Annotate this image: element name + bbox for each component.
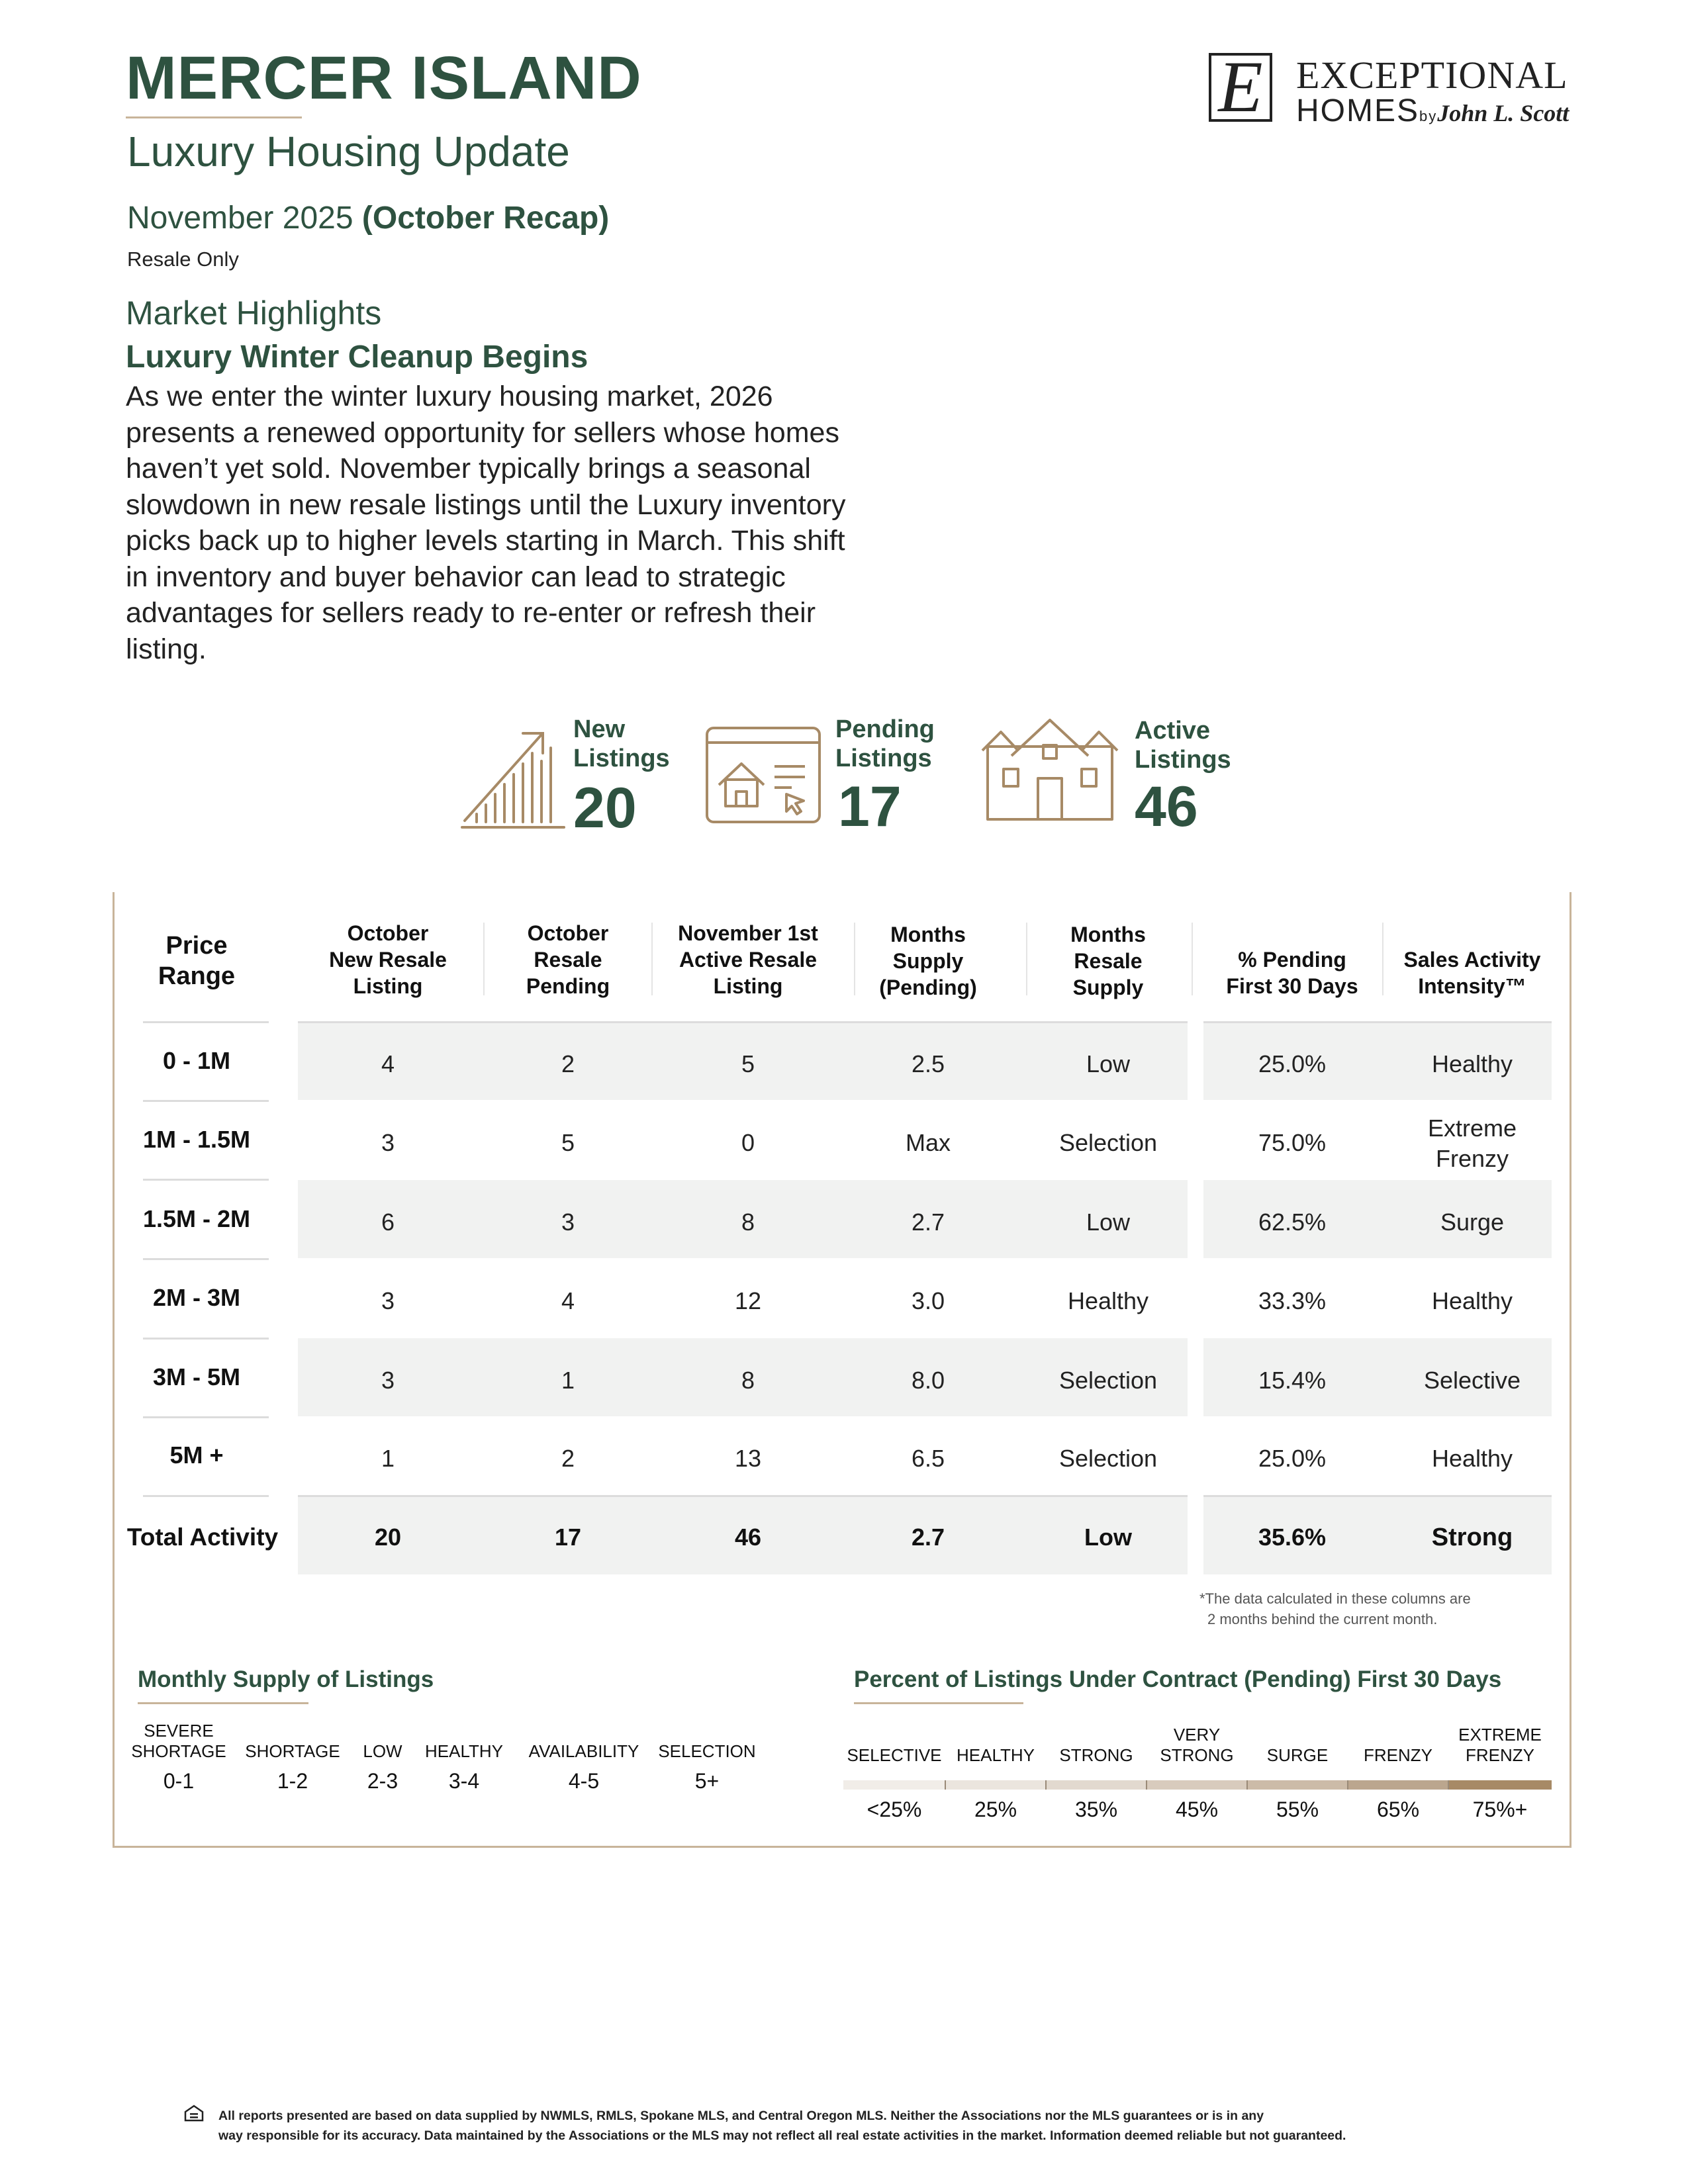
cell-supply: Max bbox=[905, 1129, 951, 1156]
cell-resale-supply: Low bbox=[1086, 1050, 1131, 1077]
pending-legend-label: SURGE bbox=[1266, 1745, 1329, 1765]
disclaimer-line-1: All reports presented are based on data supplied by NWMLS, RMLS, Spokane MLS, and Central Oregon MLS. Neither the Associations nor the MLS guarantees or is in any bbox=[218, 2109, 1264, 2123]
header-active-line-2: Active Resale bbox=[679, 948, 818, 972]
cell-intensity-line-2: Frenzy bbox=[1435, 1145, 1509, 1172]
disclaimer-line-2: way responsible for its accuracy. Data maintained by the Associations or the MLS may not reflect all real estate activities in the market. Information deemed reliable but not guaranteed. bbox=[218, 2128, 1346, 2143]
cell-supply: 3.0 bbox=[911, 1287, 945, 1314]
stat-new-value: 20 bbox=[573, 776, 637, 840]
header-active-listing bbox=[658, 920, 838, 999]
row-divider bbox=[143, 1258, 269, 1260]
cell-active: 8 bbox=[741, 1367, 755, 1394]
resale-note: Resale Only bbox=[127, 248, 239, 271]
cell-new: 3 bbox=[381, 1129, 395, 1156]
header-divider bbox=[1382, 923, 1383, 995]
pending-scale-tick bbox=[1146, 1780, 1147, 1790]
cell-pct: 62.5% bbox=[1258, 1208, 1327, 1236]
supply-legend-range: 5+ bbox=[694, 1769, 720, 1793]
stat-pending-label-1: Pending bbox=[835, 715, 935, 743]
header-divider bbox=[483, 923, 485, 995]
row-divider bbox=[143, 1179, 269, 1181]
header-pending-line-3: Pending bbox=[526, 974, 610, 998]
row-price-range: 1M - 1.5M bbox=[142, 1126, 251, 1153]
header-months-supply-pending bbox=[838, 921, 1018, 1001]
cell-new: 3 bbox=[381, 1287, 395, 1314]
cell-new: 4 bbox=[381, 1050, 395, 1077]
report-recap: (October Recap) bbox=[361, 201, 610, 236]
page-subtitle: Luxury Housing Update bbox=[127, 128, 570, 175]
supply-legend-range: 0-1 bbox=[163, 1769, 195, 1793]
pending-legend-pct: 35% bbox=[1074, 1797, 1118, 1821]
header-new-line-1: October bbox=[347, 921, 429, 945]
logo-line-2 bbox=[1296, 93, 1569, 129]
cell-intensity: Healthy bbox=[1431, 1445, 1513, 1472]
report-date bbox=[127, 200, 609, 236]
header-pending-line-2: Resale bbox=[534, 948, 602, 972]
cell-pct: 15.4% bbox=[1258, 1367, 1327, 1394]
header-supply-line-2: Supply bbox=[892, 949, 964, 973]
header-intensity-line-1: Sales Activity bbox=[1403, 948, 1541, 972]
total-active: 46 bbox=[734, 1524, 762, 1551]
cell-resale-supply: Selection bbox=[1058, 1367, 1158, 1394]
row-divider bbox=[143, 1100, 269, 1102]
header-divider bbox=[1192, 923, 1193, 995]
cell-active: 13 bbox=[734, 1445, 762, 1472]
row-price-range: 0 - 1M bbox=[162, 1047, 231, 1074]
pending-label-line-2: STRONG bbox=[1160, 1745, 1234, 1765]
cell-pending: 4 bbox=[561, 1287, 575, 1314]
cell-pending: 2 bbox=[561, 1050, 575, 1077]
supply-label-line-2: SHORTAGE bbox=[131, 1741, 226, 1761]
pending-legend-pct: 75%+ bbox=[1472, 1797, 1528, 1821]
pending-legend-label: STRONG bbox=[1059, 1745, 1133, 1765]
header-pct-line-2: First 30 Days bbox=[1226, 974, 1358, 998]
cell-resale-supply: Low bbox=[1086, 1208, 1131, 1236]
logo-monogram: E bbox=[1218, 46, 1263, 127]
row-divider bbox=[298, 1021, 1188, 1023]
pending-scale-tick bbox=[1448, 1780, 1449, 1790]
stat-active-value: 46 bbox=[1135, 775, 1198, 839]
stat-new-label-2: Listings bbox=[573, 745, 670, 772]
row-divider bbox=[143, 1021, 269, 1023]
cell-pending: 1 bbox=[561, 1367, 575, 1394]
exceptional-homes-logo bbox=[1209, 46, 1579, 132]
houses-icon bbox=[978, 716, 1121, 822]
footnote-line-2: 2 months behind the current month. bbox=[1207, 1611, 1438, 1627]
pending-legend-label: FRENZY bbox=[1364, 1745, 1432, 1765]
highlights-label: Market Highlights bbox=[126, 295, 382, 332]
total-label: Total Activity bbox=[126, 1524, 279, 1551]
cell-resale-supply: Selection bbox=[1058, 1445, 1158, 1472]
supply-legend-range: 3-4 bbox=[448, 1769, 480, 1793]
pending-scale-segment bbox=[1348, 1780, 1448, 1790]
cell-active: 12 bbox=[734, 1287, 762, 1314]
pending-legend-label bbox=[1147, 1725, 1247, 1766]
data-footnote bbox=[1199, 1588, 1471, 1629]
stat-pending-label-2: Listings bbox=[835, 745, 932, 772]
cell-active: 0 bbox=[741, 1129, 755, 1156]
header-active-line-1: November 1st bbox=[678, 921, 818, 945]
supply-legend-rule bbox=[138, 1702, 308, 1704]
pending-scale-segment bbox=[945, 1780, 1046, 1790]
header-pending-line-1: October bbox=[527, 921, 609, 945]
cell-intensity bbox=[1381, 1113, 1564, 1174]
header-resale-pending bbox=[478, 920, 658, 999]
cell-intensity: Healthy bbox=[1431, 1287, 1513, 1314]
supply-legend-label: AVAILABILITY bbox=[528, 1741, 639, 1761]
cell-pending: 5 bbox=[561, 1129, 575, 1156]
cell-supply: 8.0 bbox=[911, 1367, 945, 1394]
cell-supply: 2.7 bbox=[911, 1208, 945, 1236]
header-pct-line-1: % Pending bbox=[1238, 948, 1346, 972]
header-resale-line-3: Supply bbox=[1072, 976, 1144, 999]
stat-active-label-1: Active bbox=[1135, 717, 1211, 745]
stat-active-label-2: Listings bbox=[1135, 746, 1231, 774]
cell-supply: 2.5 bbox=[911, 1050, 945, 1077]
row-divider bbox=[1203, 1021, 1552, 1023]
pending-scale-segment bbox=[1448, 1780, 1552, 1790]
row-price-range: 2M - 3M bbox=[152, 1284, 240, 1311]
row-price-range: 3M - 5M bbox=[152, 1363, 240, 1390]
row-divider bbox=[143, 1416, 269, 1418]
pending-legend-rule bbox=[854, 1702, 1023, 1704]
pending-legend-pct: 45% bbox=[1175, 1797, 1219, 1821]
pending-scale-tick bbox=[1347, 1780, 1348, 1790]
pending-scale-segment bbox=[1147, 1780, 1247, 1790]
equal-housing-icon bbox=[184, 2105, 204, 2122]
header-sales-intensity bbox=[1381, 946, 1564, 999]
pending-legend-pct: 25% bbox=[974, 1797, 1017, 1821]
row-divider bbox=[1203, 1495, 1552, 1497]
house-listing-icon bbox=[704, 725, 822, 825]
pending-legend-title: Percent of Listings Under Contract (Pending) First 30 Days bbox=[854, 1666, 1502, 1692]
cell-pct: 25.0% bbox=[1258, 1445, 1327, 1472]
stat-new-label-1: New bbox=[573, 715, 626, 743]
header-price-line-1: Price bbox=[165, 932, 228, 960]
supply-legend-label: SELECTION bbox=[658, 1741, 756, 1761]
cell-intensity: Surge bbox=[1440, 1208, 1505, 1236]
stat-active-label bbox=[1135, 716, 1231, 774]
pending-label-line-1: VERY bbox=[1173, 1725, 1221, 1745]
header-new-line-2: New Resale bbox=[329, 948, 447, 972]
cell-active: 5 bbox=[741, 1050, 755, 1077]
cell-supply: 6.5 bbox=[911, 1445, 945, 1472]
highlights-title: Luxury Winter Cleanup Begins bbox=[126, 340, 588, 375]
header-supply-line-1: Months bbox=[890, 923, 966, 946]
row-divider bbox=[143, 1338, 269, 1340]
cell-new: 1 bbox=[381, 1445, 395, 1472]
header-divider bbox=[1026, 923, 1027, 995]
supply-legend-label: HEALTHY bbox=[425, 1741, 503, 1761]
pending-scale-tick bbox=[945, 1780, 946, 1790]
header-active-line-3: Listing bbox=[713, 974, 783, 998]
cell-intensity: Healthy bbox=[1431, 1050, 1513, 1077]
total-intensity: Strong bbox=[1431, 1524, 1513, 1551]
supply-legend-range: 4-5 bbox=[568, 1769, 600, 1793]
pending-legend-pct: 65% bbox=[1376, 1797, 1420, 1821]
pending-scale-segment bbox=[843, 1780, 945, 1790]
pending-scale-tick bbox=[1045, 1780, 1047, 1790]
supply-legend-label: SHORTAGE bbox=[245, 1741, 340, 1761]
header-pct-pending bbox=[1203, 946, 1381, 999]
header-months-resale-supply bbox=[1018, 921, 1198, 1001]
highlights-body: As we enter the winter luxury housing market, 2026 presents a renewed opportunity for sellers whose homes haven’t yet sold. November typically brings a seasonal slowdown in new resale listings until the Luxury inventory picks back up to higher levels starting in March. This shift in inventory and buyer behavior can lead to strategic advantages for sellers ready to re-enter or refresh their listing. bbox=[126, 381, 846, 665]
cell-resale-supply: Selection bbox=[1058, 1129, 1158, 1156]
row-divider bbox=[298, 1495, 1188, 1497]
total-pct: 35.6% bbox=[1258, 1524, 1327, 1551]
header-price-line-2: Range bbox=[158, 962, 236, 990]
cell-pending: 3 bbox=[561, 1208, 575, 1236]
cell-new: 3 bbox=[381, 1367, 395, 1394]
supply-legend-label: LOW bbox=[363, 1741, 402, 1761]
cell-intensity: Selective bbox=[1423, 1367, 1521, 1394]
stat-pending-label bbox=[835, 715, 935, 773]
cell-pct: 33.3% bbox=[1258, 1287, 1327, 1314]
logo-homes: HOMES bbox=[1296, 93, 1420, 128]
growth-chart-icon bbox=[457, 721, 569, 834]
header-new-listing bbox=[298, 920, 478, 999]
header-new-line-3: Listing bbox=[353, 974, 423, 998]
pending-label-line-1: EXTREME bbox=[1458, 1725, 1542, 1745]
title-underline bbox=[126, 116, 302, 118]
cell-active: 8 bbox=[741, 1208, 755, 1236]
supply-legend-title: Monthly Supply of Listings bbox=[138, 1666, 434, 1692]
row-price-range: 5M + bbox=[169, 1441, 224, 1469]
header-supply-line-3: (Pending) bbox=[879, 976, 977, 999]
total-resale-supply: Low bbox=[1084, 1524, 1132, 1551]
pending-scale-segment bbox=[1247, 1780, 1348, 1790]
row-divider bbox=[143, 1495, 269, 1497]
supply-legend-range: 1-2 bbox=[277, 1769, 308, 1793]
logo-line-1: EXCEPTIONAL bbox=[1296, 54, 1568, 97]
pending-legend-pct: 55% bbox=[1276, 1797, 1319, 1821]
page-title: MERCER ISLAND bbox=[126, 44, 642, 112]
total-supply: 2.7 bbox=[911, 1524, 945, 1551]
cell-intensity-line-1: Extreme bbox=[1427, 1115, 1517, 1142]
pending-scale-segment bbox=[1046, 1780, 1147, 1790]
header-resale-line-1: Months bbox=[1070, 923, 1146, 946]
legal-disclaimer bbox=[218, 2106, 1542, 2146]
row-price-range: 1.5M - 2M bbox=[142, 1205, 251, 1232]
logo-brand: John L. Scott bbox=[1437, 100, 1570, 126]
pending-legend-label: HEALTHY bbox=[957, 1745, 1035, 1765]
header-price-range bbox=[123, 931, 270, 991]
cell-pct: 75.0% bbox=[1258, 1129, 1327, 1156]
cell-resale-supply: Healthy bbox=[1067, 1287, 1149, 1314]
stat-pending-value: 17 bbox=[838, 775, 902, 839]
supply-legend-label bbox=[126, 1721, 232, 1762]
pending-legend-label: SELECTIVE bbox=[847, 1745, 942, 1765]
pending-scale-tick bbox=[1246, 1780, 1248, 1790]
cell-pending: 2 bbox=[561, 1445, 575, 1472]
supply-legend-range: 2-3 bbox=[367, 1769, 399, 1793]
stat-new-label bbox=[573, 715, 670, 773]
header-resale-line-2: Resale bbox=[1074, 949, 1143, 973]
header-divider bbox=[651, 923, 653, 995]
cell-new: 6 bbox=[381, 1208, 395, 1236]
total-new: 20 bbox=[374, 1524, 402, 1551]
report-month: November 2025 bbox=[127, 201, 362, 236]
pending-label-line-2: FRENZY bbox=[1466, 1745, 1534, 1765]
pending-legend-label bbox=[1448, 1725, 1552, 1766]
pending-legend-pct: <25% bbox=[867, 1797, 922, 1821]
footnote-line-1: *The data calculated in these columns are bbox=[1199, 1590, 1471, 1607]
header-divider bbox=[854, 923, 855, 995]
total-pending: 17 bbox=[554, 1524, 582, 1551]
logo-by: by bbox=[1419, 108, 1438, 124]
cell-pct: 25.0% bbox=[1258, 1050, 1327, 1077]
supply-label-line-1: SEVERE bbox=[144, 1721, 214, 1741]
header-intensity-line-2: Intensity™ bbox=[1418, 974, 1526, 998]
